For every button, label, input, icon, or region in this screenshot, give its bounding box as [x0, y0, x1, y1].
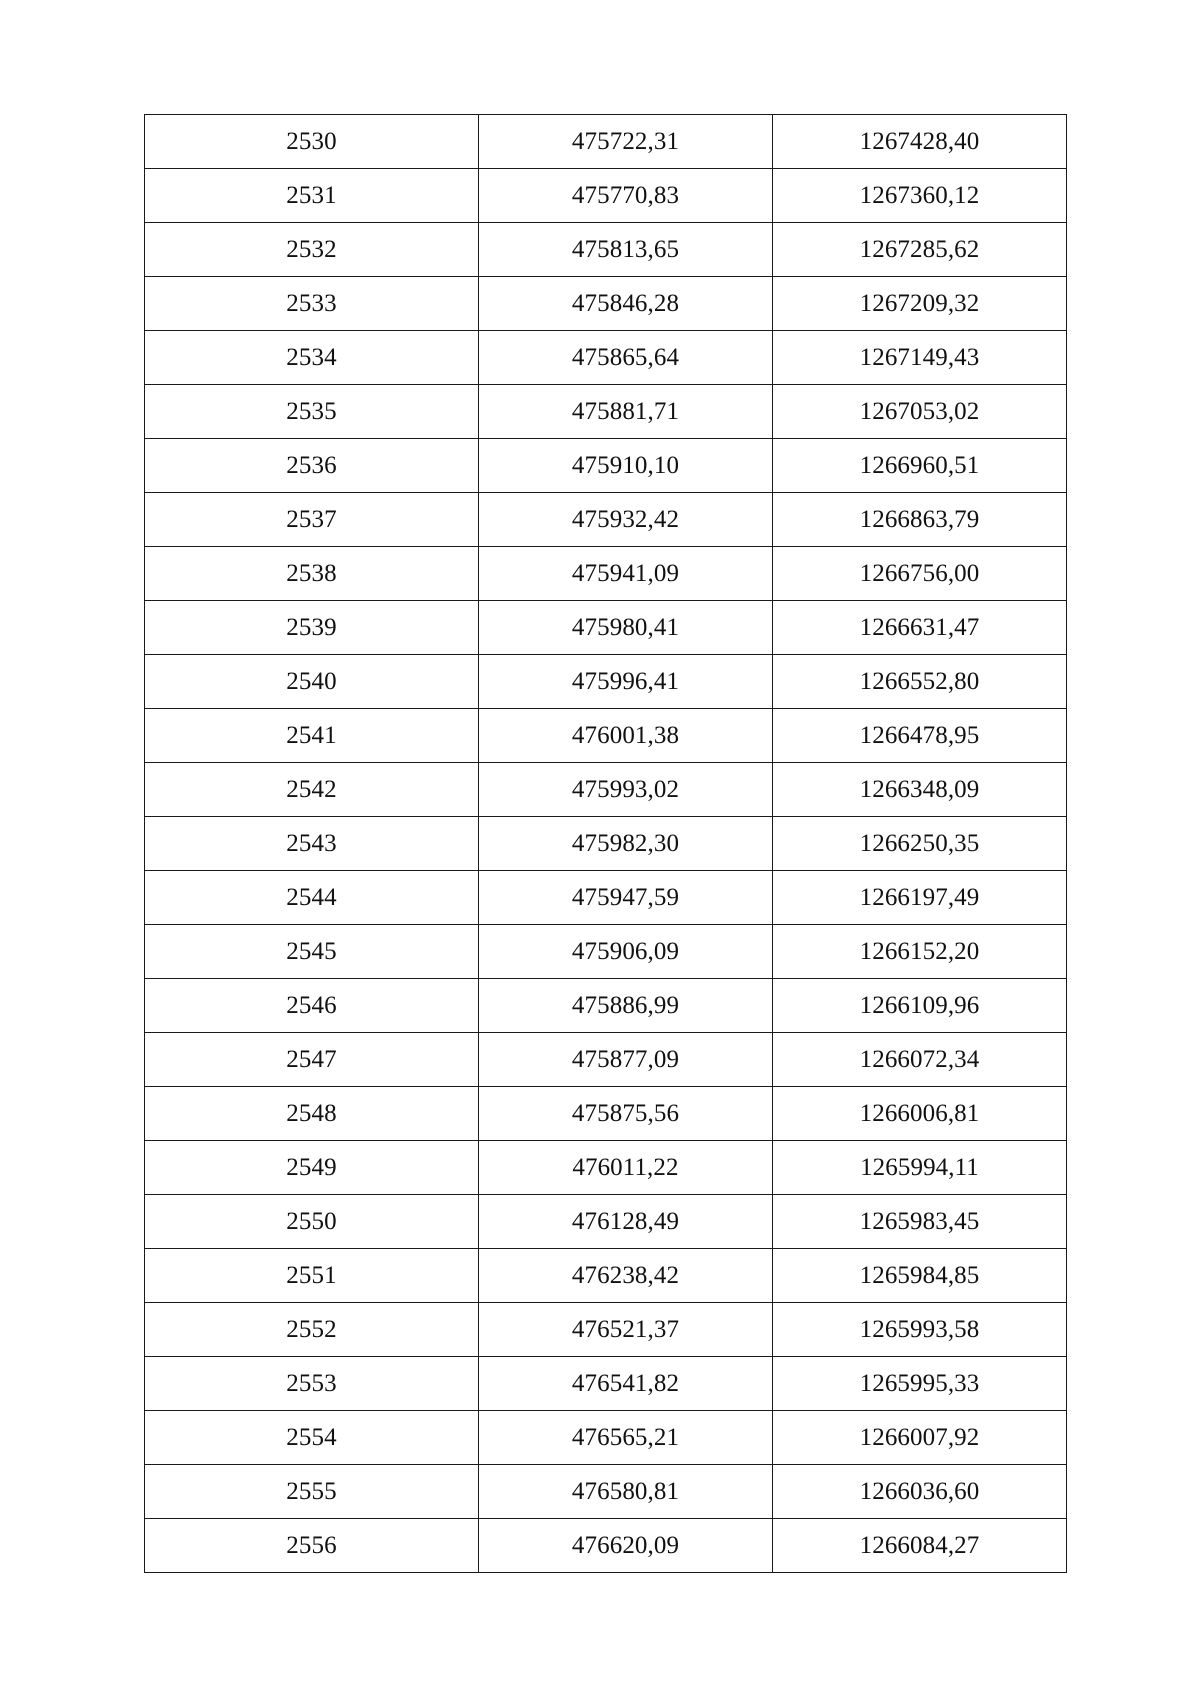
- table-row: [145, 601, 1067, 655]
- x-coordinate-cell: 475906,09: [479, 925, 773, 979]
- y-coordinate-cell: 1266863,79: [773, 493, 1067, 547]
- point-number-cell: 2549: [145, 1141, 479, 1195]
- x-coordinate-cell: 475877,09: [479, 1033, 773, 1087]
- table-row: [145, 169, 1067, 223]
- table-row: [145, 385, 1067, 439]
- x-coordinate-cell: 475941,09: [479, 547, 773, 601]
- point-number-cell: 2541: [145, 709, 479, 763]
- x-coordinate-cell: 475947,59: [479, 871, 773, 925]
- y-coordinate-cell: 1265994,11: [773, 1141, 1067, 1195]
- x-coordinate-cell: 475910,10: [479, 439, 773, 493]
- x-coordinate-cell: 475982,30: [479, 817, 773, 871]
- point-number-cell: 2556: [145, 1519, 479, 1573]
- point-number-cell: 2532: [145, 223, 479, 277]
- table-row: [145, 493, 1067, 547]
- y-coordinate-cell: 1266084,27: [773, 1519, 1067, 1573]
- y-coordinate-cell: 1267428,40: [773, 115, 1067, 169]
- x-coordinate-cell: 475875,56: [479, 1087, 773, 1141]
- point-number-cell: 2533: [145, 277, 479, 331]
- x-coordinate-cell: 475993,02: [479, 763, 773, 817]
- point-number-cell: 2550: [145, 1195, 479, 1249]
- table-row: [145, 979, 1067, 1033]
- x-coordinate-cell: 475722,31: [479, 115, 773, 169]
- x-coordinate-cell: 475846,28: [479, 277, 773, 331]
- point-number-cell: 2538: [145, 547, 479, 601]
- table-row: [145, 871, 1067, 925]
- table-row: [145, 1141, 1067, 1195]
- x-coordinate-cell: 475932,42: [479, 493, 773, 547]
- table-row: [145, 1195, 1067, 1249]
- point-number-cell: 2546: [145, 979, 479, 1033]
- x-coordinate-cell: 476128,49: [479, 1195, 773, 1249]
- y-coordinate-cell: 1266631,47: [773, 601, 1067, 655]
- table-row: [145, 1033, 1067, 1087]
- point-number-cell: 2535: [145, 385, 479, 439]
- y-coordinate-cell: 1266036,60: [773, 1465, 1067, 1519]
- table-row: [145, 1087, 1067, 1141]
- y-coordinate-cell: 1266960,51: [773, 439, 1067, 493]
- y-coordinate-cell: 1267149,43: [773, 331, 1067, 385]
- point-number-cell: 2553: [145, 1357, 479, 1411]
- y-coordinate-cell: 1266109,96: [773, 979, 1067, 1033]
- x-coordinate-cell: 475881,71: [479, 385, 773, 439]
- x-coordinate-cell: 476541,82: [479, 1357, 773, 1411]
- table-row: [145, 277, 1067, 331]
- point-number-cell: 2531: [145, 169, 479, 223]
- x-coordinate-cell: 475886,99: [479, 979, 773, 1033]
- point-number-cell: 2530: [145, 115, 479, 169]
- table-row: [145, 439, 1067, 493]
- point-number-cell: 2537: [145, 493, 479, 547]
- point-number-cell: 2548: [145, 1087, 479, 1141]
- point-number-cell: 2539: [145, 601, 479, 655]
- table-row: [145, 763, 1067, 817]
- point-number-cell: 2536: [145, 439, 479, 493]
- point-number-cell: 2542: [145, 763, 479, 817]
- y-coordinate-cell: 1267209,32: [773, 277, 1067, 331]
- x-coordinate-cell: 476001,38: [479, 709, 773, 763]
- y-coordinate-cell: 1266756,00: [773, 547, 1067, 601]
- x-coordinate-cell: 475813,65: [479, 223, 773, 277]
- point-number-cell: 2554: [145, 1411, 479, 1465]
- y-coordinate-cell: 1265984,85: [773, 1249, 1067, 1303]
- y-coordinate-cell: 1267285,62: [773, 223, 1067, 277]
- table-row: [145, 1465, 1067, 1519]
- point-number-cell: 2544: [145, 871, 479, 925]
- table-row: [145, 223, 1067, 277]
- table-row: [145, 1411, 1067, 1465]
- y-coordinate-cell: 1266072,34: [773, 1033, 1067, 1087]
- table-row: [145, 709, 1067, 763]
- x-coordinate-cell: 476521,37: [479, 1303, 773, 1357]
- y-coordinate-cell: 1266552,80: [773, 655, 1067, 709]
- y-coordinate-cell: 1267360,12: [773, 169, 1067, 223]
- y-coordinate-cell: 1266250,35: [773, 817, 1067, 871]
- y-coordinate-cell: 1267053,02: [773, 385, 1067, 439]
- point-number-cell: 2540: [145, 655, 479, 709]
- table-row: [145, 925, 1067, 979]
- x-coordinate-cell: 475865,64: [479, 331, 773, 385]
- table-row: [145, 1249, 1067, 1303]
- table-row: [145, 1303, 1067, 1357]
- point-number-cell: 2534: [145, 331, 479, 385]
- point-number-cell: 2547: [145, 1033, 479, 1087]
- x-coordinate-cell: 476580,81: [479, 1465, 773, 1519]
- point-number-cell: 2543: [145, 817, 479, 871]
- table-row: [145, 331, 1067, 385]
- x-coordinate-cell: 475980,41: [479, 601, 773, 655]
- table-row: [145, 1519, 1067, 1573]
- coordinates-table: [144, 114, 1067, 1573]
- x-coordinate-cell: 475996,41: [479, 655, 773, 709]
- y-coordinate-cell: 1265993,58: [773, 1303, 1067, 1357]
- point-number-cell: 2552: [145, 1303, 479, 1357]
- point-number-cell: 2545: [145, 925, 479, 979]
- point-number-cell: 2551: [145, 1249, 479, 1303]
- y-coordinate-cell: 1266348,09: [773, 763, 1067, 817]
- table-row: [145, 547, 1067, 601]
- x-coordinate-cell: 476565,21: [479, 1411, 773, 1465]
- y-coordinate-cell: 1266152,20: [773, 925, 1067, 979]
- x-coordinate-cell: 476238,42: [479, 1249, 773, 1303]
- y-coordinate-cell: 1265983,45: [773, 1195, 1067, 1249]
- table-row: [145, 817, 1067, 871]
- coordinates-table-body: [145, 115, 1067, 1573]
- point-number-cell: 2555: [145, 1465, 479, 1519]
- table-row: [145, 115, 1067, 169]
- y-coordinate-cell: 1266197,49: [773, 871, 1067, 925]
- y-coordinate-cell: 1266007,92: [773, 1411, 1067, 1465]
- table-row: [145, 655, 1067, 709]
- y-coordinate-cell: 1265995,33: [773, 1357, 1067, 1411]
- x-coordinate-cell: 475770,83: [479, 169, 773, 223]
- y-coordinate-cell: 1266006,81: [773, 1087, 1067, 1141]
- y-coordinate-cell: 1266478,95: [773, 709, 1067, 763]
- x-coordinate-cell: 476620,09: [479, 1519, 773, 1573]
- table-row: [145, 1357, 1067, 1411]
- x-coordinate-cell: 476011,22: [479, 1141, 773, 1195]
